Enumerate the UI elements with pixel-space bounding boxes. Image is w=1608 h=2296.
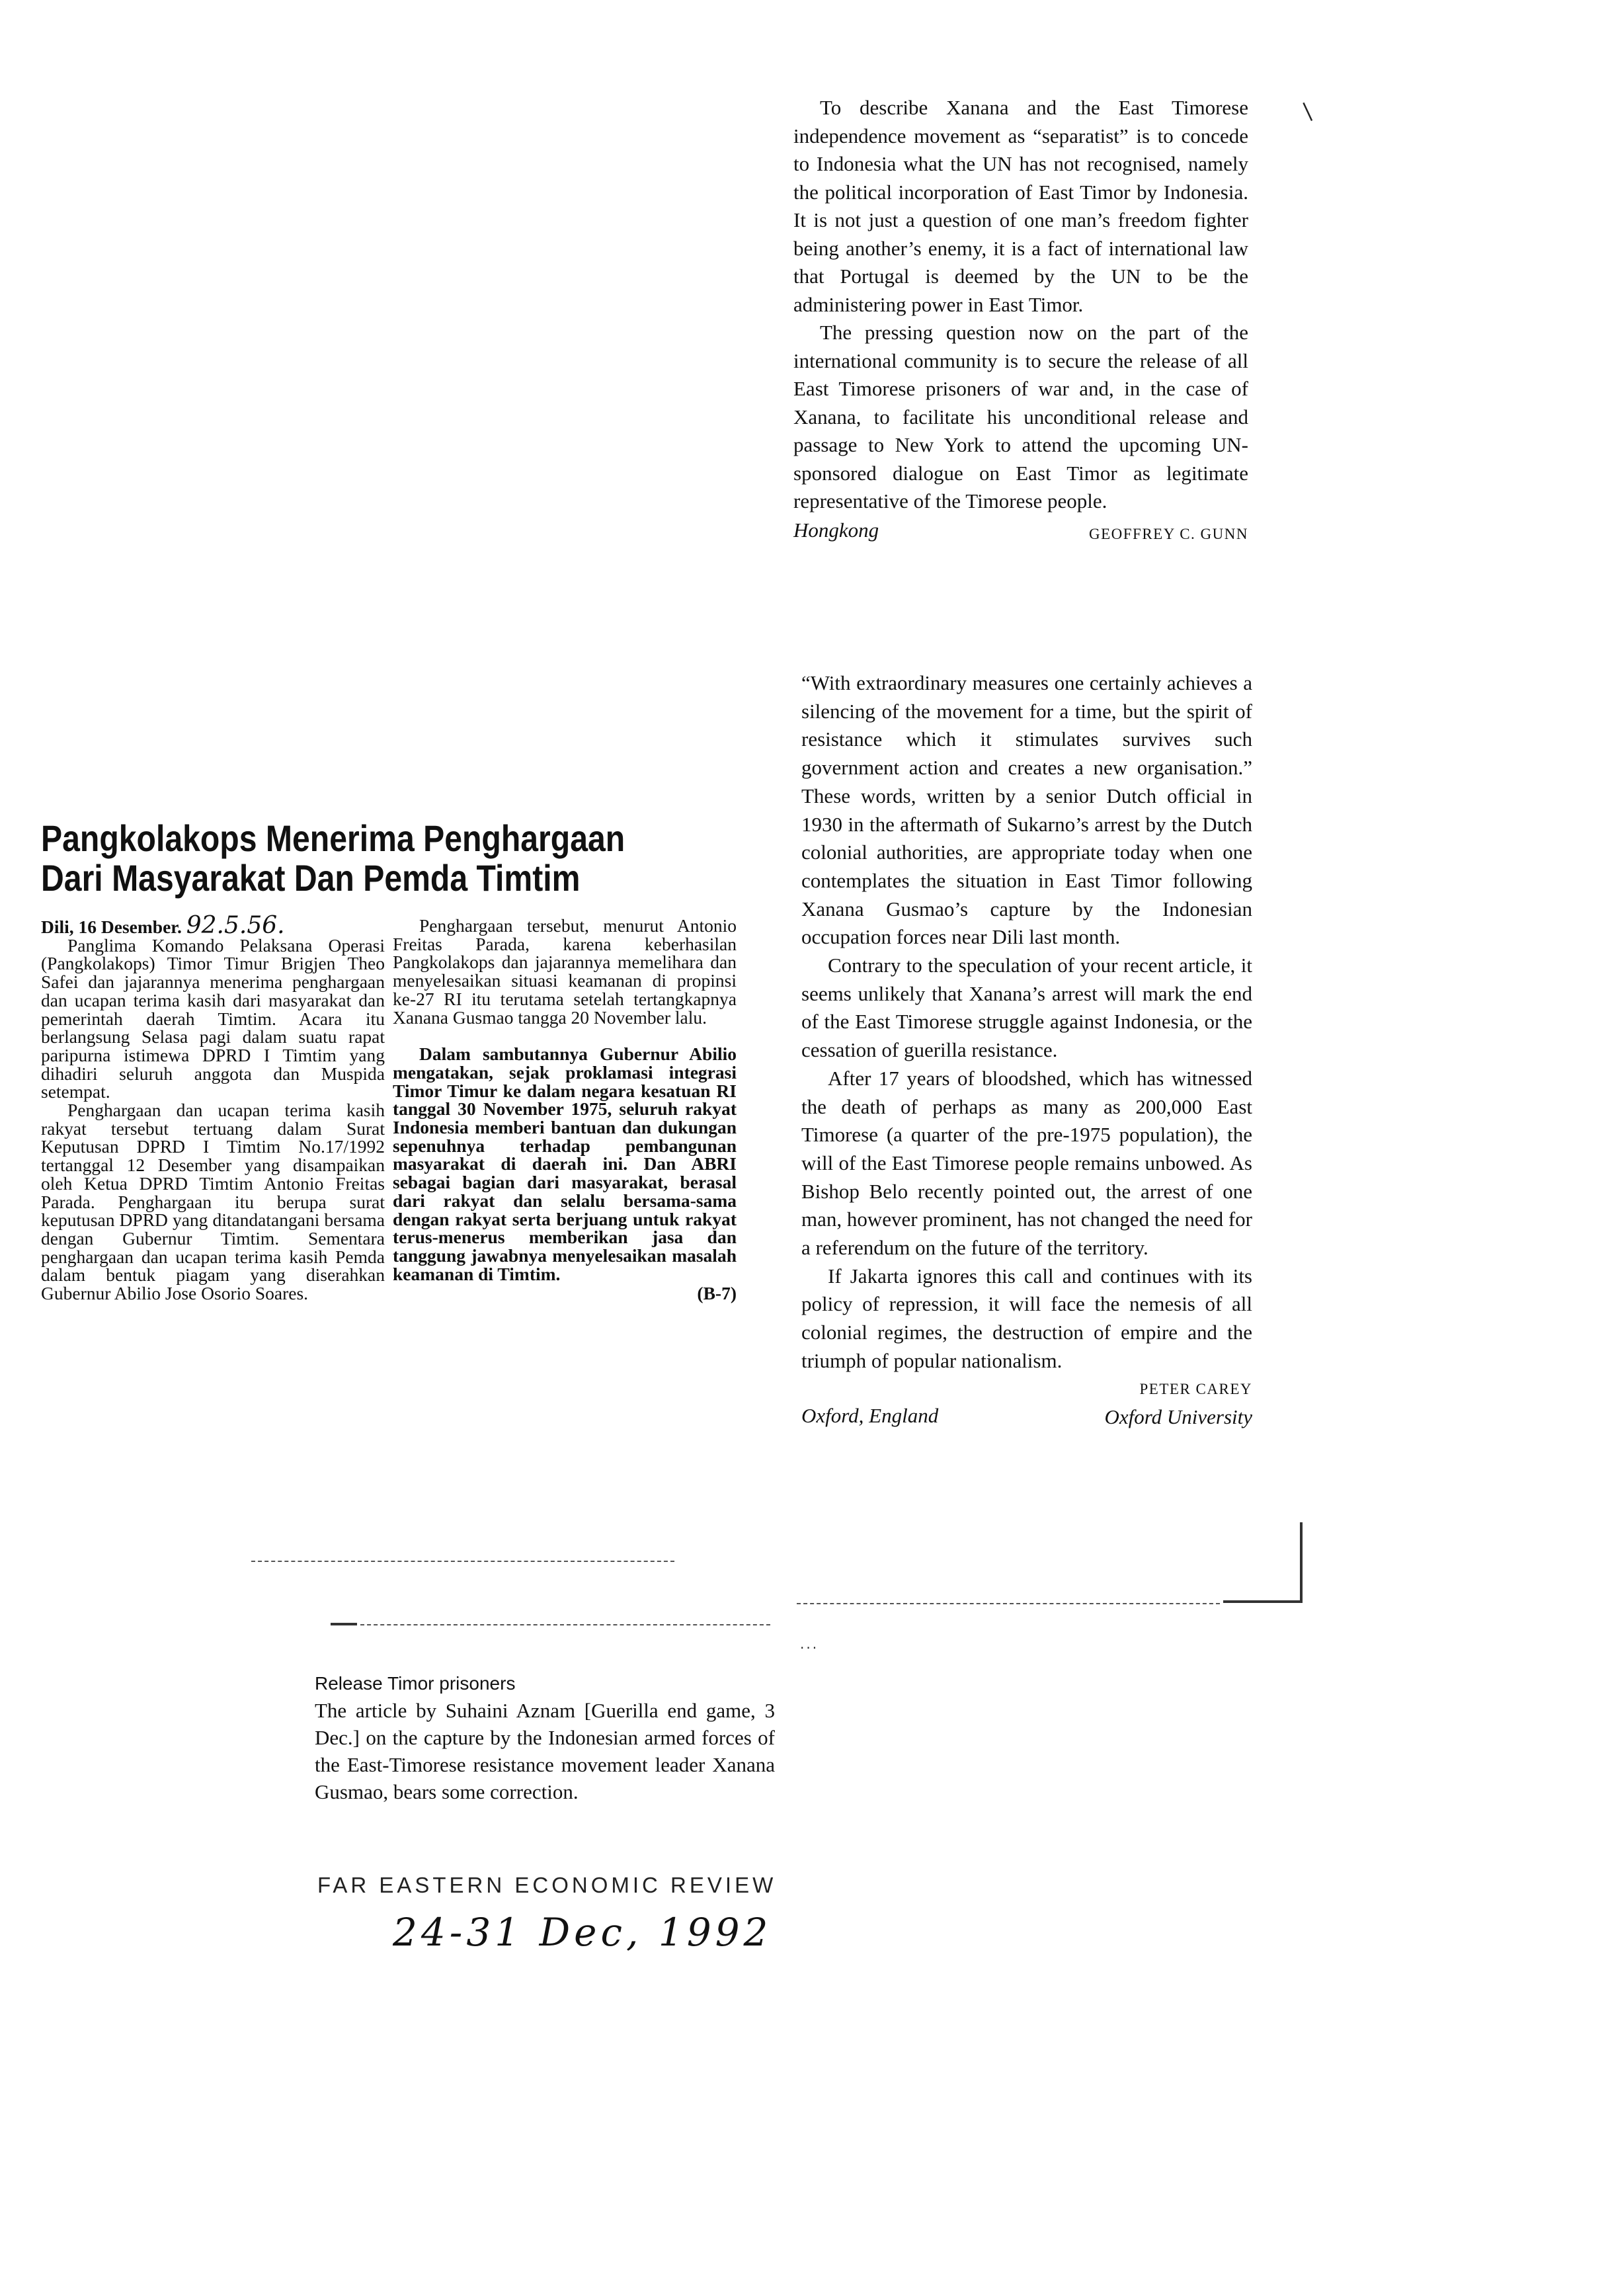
letter-carey [801,669,1252,1432]
letter-gunn-paragraph-1: To describe Xanana and the East Timorese independence movement as “separatist” is to concede to Indonesia what the UN has not recognised, namely the political incorporation of East Timor by Indonesia. It is not just a question of one man’s freedom fighter being another’s enemy, it is a fact of international law that Portugal is deemed by the UN to be the administering power in East Timor. [793,96,1248,316]
clipping-paragraph-3: Penghargaan tersebut, menurut Antonio Freitas Parada, karena keberhasilan Pangkolakops dan jajarannya memelihara dan menyelesaikan situasi keamanan di propinsi ke-27 RI itu terutama setelah tertangkapnya Xanana Gusmao tangga 20 November lalu. [393,915,737,1028]
letter-carey-place: Oxford, England [801,1403,939,1427]
clipping-headline-line-1: Pangkolakops Menerima Penghargaan [41,817,625,859]
letter-gunn-place: Hongkong [793,518,879,542]
clipping-headline [41,817,625,899]
clipping-headline-line-2: Dari Masyarakat Dan Pemda Timtim [41,857,581,899]
cut-mark [331,1623,357,1625]
letter-carey-paragraph-1: “With extraordinary measures one certainly achieves a silencing of the movement for a time, but the spirit of resistance which it stimulates survives such government action and creates a new organisation.” These words, written by a senior Dutch official in 1930 in the aftermath of Sukarno’s arrest by the Dutch colonial authorities, are appropriate today when one contemplates the situation in East Timor following Xanana Gusmao’s capture by the Indonesian occupation forces near Dili last month. [801,671,1252,949]
letter-carey-signature [801,1375,1252,1432]
handwritten-reference: 92.5.56. [186,912,285,939]
clipping-column-1 [41,912,385,1304]
letter-carey-affiliation: Oxford University [1104,1405,1252,1429]
pen-stroke: | [1299,99,1316,123]
letter-carey-paragraph-2: Contrary to the speculation of your recent article, it seems unlikely that Xanana’s arrest will mark the end of the East Timorese struggle against Indonesia, or the cessation of guerilla resistance. [801,954,1252,1062]
letter-heading: Release Timor prisoners [315,1673,516,1694]
letter-body: The article by Suhaini Aznam [Guerilla end game, 3 Dec.] on the capture by the Indonesian armed forces of the East-Timorese resistance movement leader Xanana Gusmao, bears some correction. [315,1699,775,1803]
letter-release-prisoners [315,1670,775,1805]
clipping-column-2 [393,917,737,1303]
cut-line-right [797,1603,1220,1604]
clipping-paragraph-4: Dalam sambutannya Gubernur Abilio mengatakan, sejak proklamasi integrasi Timor Timur ke dalam negara kesatuan RI tanggal 30 November 1975, seluruh rakyat Indonesia memberi bantuan dan dukungan sepenuhnya terhadap pembangunan masyarakat di daerah ini. Dan ABRI sebagai bagian dari masyarakat, berasal dari rakyat dan selalu bersama-sama dengan rakyat serta berjuang untuk rakyat terus-menerus memberikan jasa dan tanggung jawabnya menyelesaikan masalah keamanan di Timtim. [393,1044,737,1284]
clipping-paragraph-2: Penghargaan dan ucapan terima kasih rakyat tersebut tertuang dalam Surat Keputusan DPRD I Timtim No.17/1992 tertanggal 12 Desember yang disampaikan oleh Ketua DPRD Timtim Antonio Freitas Parada. Penghargaan itu berupa surat keputusan DPRD yang ditandatangani bersama dengan Gubernur Timtim. Sementara penghargaan dan ucapan terima kasih Pemda dalam bentuk piagam yang diserahkan Gubernur Abilio Jose Osorio Soares. [41,1100,385,1304]
letter-gunn-author: GEOFFREY C. GUNN [1088,525,1248,542]
letter-gunn [793,94,1248,548]
letter-gunn-paragraph-2: The pressing question now on the part of the international community is to secure the release of all East Timorese prisoners of war and, in the case of Xanana, to facilitate his unconditional release and passage to New York to attend the upcoming UN-sponsored dialogue on East Timor as legitimate representative of the Timorese people. [793,321,1248,512]
bracket-side [1300,1522,1303,1603]
letter-gunn-signature [793,517,1248,548]
handwritten-date: 24-31 Dec, 1992 [393,1910,772,1955]
bracket-bottom [1223,1600,1303,1603]
letter-carey-paragraph-3: After 17 years of bloodshed, which has witnessed the death of perhaps as many as 200,000 East Timorese (a quarter of the pre-1975 population), the will of the East Timorese people remains unbowed. As Bishop Belo recently pointed out, the arrest of one man, however prominent, has not changed the need for a referendum on the future of the territory. [801,1066,1252,1260]
clipping-dateline: Dili, 16 Desember. [41,917,182,937]
clipping-paragraph-1: Panglima Komando Pelaksana Operasi (Pangkolakops) Timor Timur Brigjen Theo Safei dan jajarannya menerima penghargaan dan ucapan terima kasih dari masyarakat dan pemerintah daerah Timtim. Acara itu berlangsung Selasa pagi dalam suatu rapat paripurna istimewa DPRD I Timtim yang dihadiri seluruh anggota dan Muspida setempat. [41,934,385,1102]
publication-masthead: FAR EASTERN ECONOMIC REVIEW [317,1873,777,1897]
letter-carey-author: PETER CAREY [1139,1380,1252,1397]
cut-line [360,1624,770,1625]
dots: ... [800,1636,819,1652]
clipping-underline [251,1561,674,1562]
letter-carey-paragraph-4: If Jakarta ignores this call and continues with its policy of repression, it will face the nemesis of all colonial regimes, the destruction of empire and the triumph of popular nationalism. [801,1264,1252,1372]
clipping-code: (B-7) [697,1283,737,1304]
